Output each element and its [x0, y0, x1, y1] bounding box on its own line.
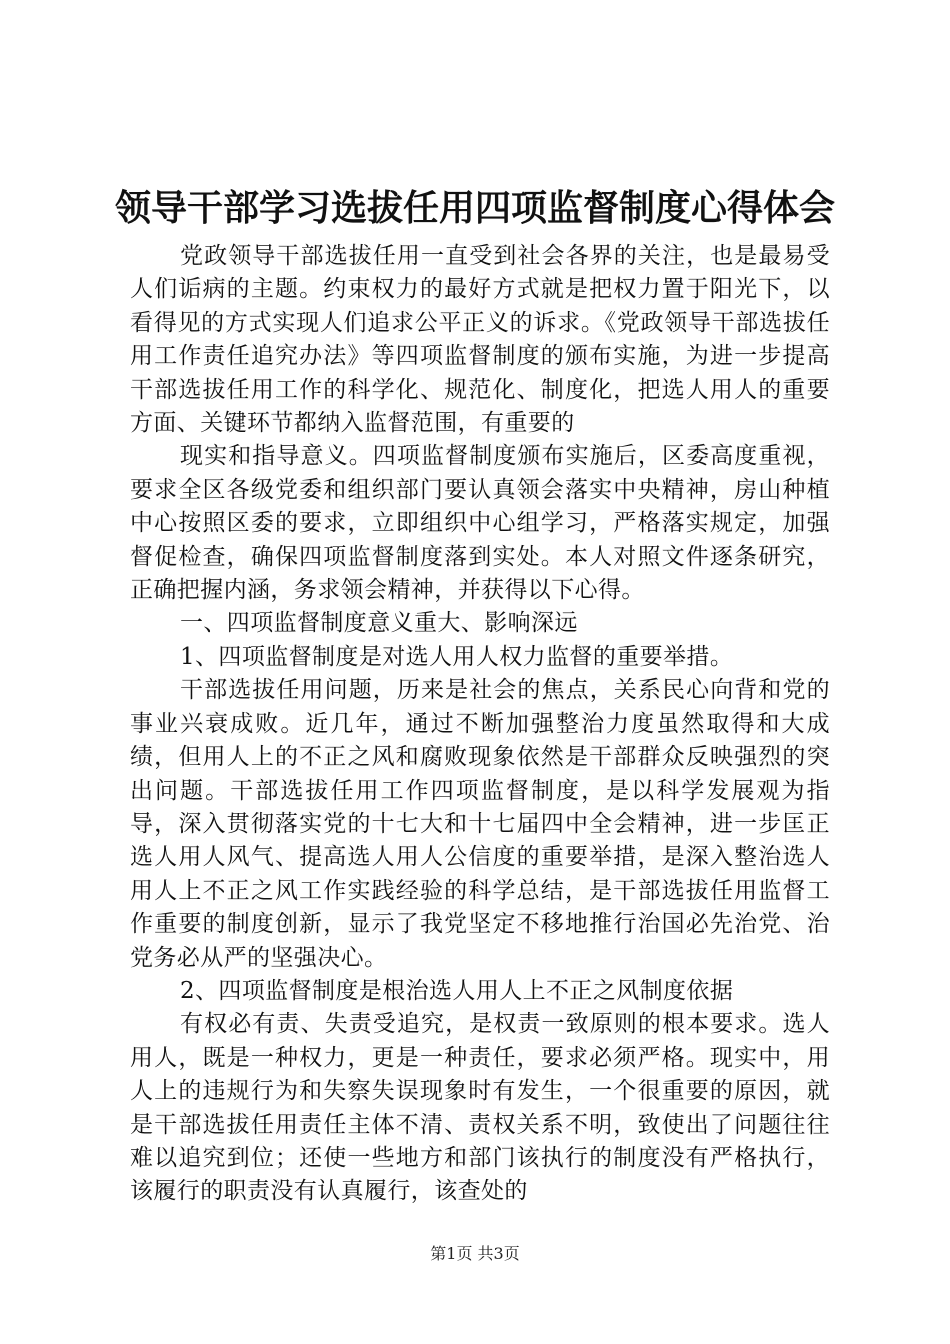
paragraph: 党政领导干部选拔任用一直受到社会各界的关注，也是最易受人们诟病的主题。约束权力的最好方式就是把权力置于阳光下，以看得见的方式实现人们追求公平正义的诉求。《党政领导干部选拔任用工作责任追究办法》等四项监督制度的颁布实施，为进一步提高干部选拔任用工作的科学化、规范化、制度化，把选人用人的重要方面、关键环节都纳入监督范围，有重要的 — [130, 243, 830, 437]
subsection-heading: 2、四项监督制度是根治选人用人上不正之风制度依据 — [180, 977, 734, 1004]
paragraph: 有权必有责、失责受追究，是权责一致原则的根本要求。选人用人，既是一种权力，更是一种责任，要求必须严格。现实中，用人上的违规行为和失察失误现象时有发生，一个很重要的原因，就是干部选拔任用责任主体不清、责权关系不明，致使出了问题往往难以追究到位；还使一些地方和部门该执行的制度没有严格执行，该履行的职责没有认真履行，该查处的 — [130, 1011, 830, 1205]
section-heading: 一、四项监督制度意义重大、影响深远 — [180, 610, 578, 637]
document-body — [130, 240, 830, 1209]
document-title: 领导干部学习选拔任用四项监督制度心得体会 — [114, 187, 835, 229]
paragraph: 现实和指导意义。四项监督制度颁布实施后，区委高度重视，要求全区各级党委和组织部门要认真领会落实中央精神，房山种植中心按照区委的要求，立即组织中心组学习，严格落实规定，加强督促检查，确保四项监督制度落到实处。本人对照文件逐条研究，正确把握内涵，务求领会精神，并获得以下心得。 — [130, 443, 830, 604]
page-footer: 第1页 共3页 — [430, 1244, 520, 1263]
paragraph: 干部选拔任用问题，历来是社会的焦点，关系民心向背和党的事业兴衰成败。近几年，通过不断加强整治力度虽然取得和大成绩，但用人上的不正之风和腐败现象依然是干部群众反映强烈的突出问题。干部选拔任用工作四项监督制度，是以科学发展观为指导，深入贯彻落实党的十七大和十七届四中全会精神，进一步匡正选人用人风气、提高选人用人公信度的重要举措，是深入整治选人用人上不正之风工作实践经验的科学总结，是干部选拔任用监督工作重要的制度创新，显示了我党坚定不移地推行治国必先治党、治党务必从严的坚强决心。 — [130, 677, 830, 971]
subsection-heading: 1、四项监督制度是对选人用人权力监督的重要举措。 — [180, 643, 734, 670]
